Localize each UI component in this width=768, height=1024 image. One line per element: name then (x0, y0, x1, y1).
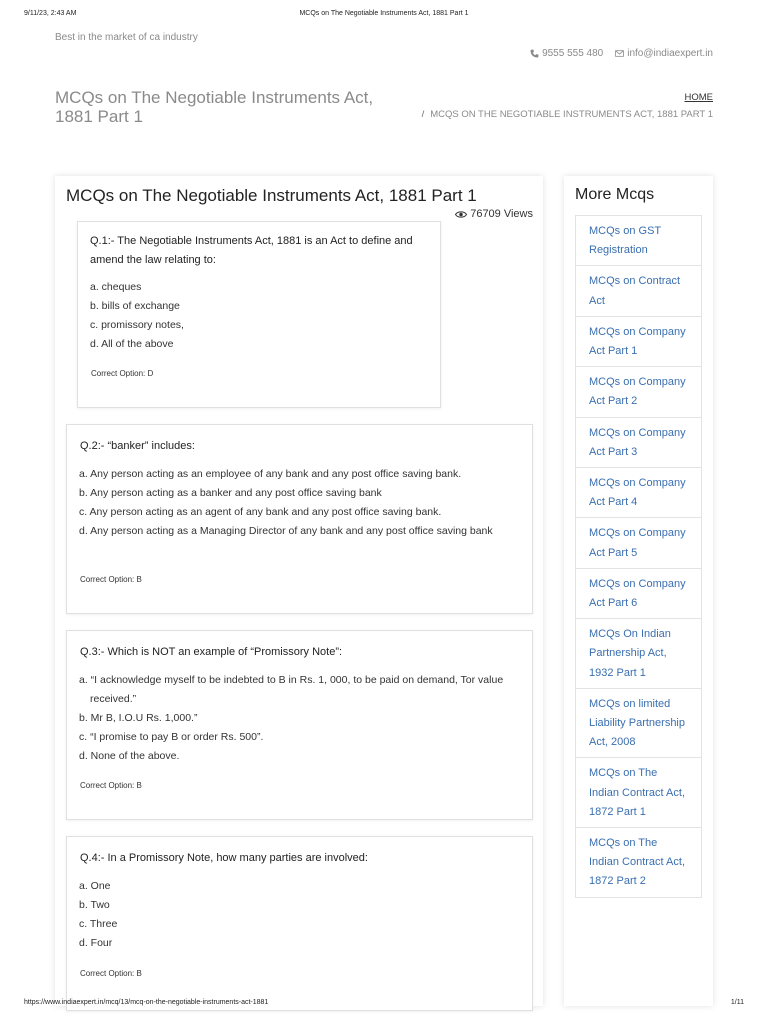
page-title: MCQs on The Negotiable Instruments Act, 1881 Part 1 (55, 88, 374, 126)
option-list (79, 671, 509, 766)
print-url: https://www.indiaexpert.in/mcq/13/mcq-on-the-negotiable-instruments-act-1881 (24, 999, 269, 1006)
sidebar-link-contract-act[interactable]: MCQs on Contract Act (576, 266, 701, 316)
view-count-label: 76709 Views (470, 208, 533, 220)
sidebar-title: More Mcqs (575, 186, 655, 203)
mcq-main-card (55, 176, 543, 1006)
view-count (455, 208, 533, 220)
email-address: info@indiaexpert.in (627, 48, 713, 59)
correct-option: Correct Option: B (80, 575, 142, 584)
phone-icon (530, 49, 539, 58)
option-item: c. “I promise to pay B or order Rs. 500”. (79, 731, 264, 743)
option-item: d. None of the above. (79, 750, 180, 762)
option-item: a. “I acknowledge myself to be indebted to B in Rs. 1, 000, to be paid on demand, Tor value received.” (79, 674, 504, 705)
option-item: a. One (79, 880, 111, 892)
option-item: b. bills of exchange (90, 300, 180, 312)
breadcrumb-current (422, 109, 713, 120)
envelope-icon (615, 49, 624, 58)
sidebar-link-indian-contract-act-part-2[interactable]: MCQs on The Indian Contract Act, 1872 Part 2 (589, 837, 685, 888)
mcq-heading: MCQs on The Negotiable Instruments Act, 1881 Part 1 (66, 186, 477, 205)
correct-option: Correct Option: B (80, 781, 142, 790)
sidebar-link-list (575, 215, 702, 898)
option-item: b. Two (79, 899, 110, 911)
more-mcqs-sidebar (564, 176, 713, 1006)
print-datetime: 9/11/23, 2:43 AM (24, 10, 77, 17)
print-doc-title: MCQs on The Negotiable Instruments Act, 1881 Part 1 (299, 10, 469, 17)
question-text: Q.3:- Which is NOT an example of “Promissory Note”: (80, 646, 343, 658)
eye-icon (455, 210, 467, 219)
sidebar-link-company-act-part-6[interactable]: MCQs on Company Act Part 6 (576, 569, 701, 619)
breadcrumb-home-link[interactable]: HOME (684, 92, 713, 103)
breadcrumb (422, 92, 713, 120)
option-list (79, 465, 509, 541)
option-item: d. Four (79, 937, 113, 949)
option-item: b. Mr B, I.O.U Rs. 1,000.” (79, 712, 198, 724)
site-tagline: Best in the market of ca industry (55, 32, 198, 43)
phone-contact[interactable] (530, 48, 603, 59)
option-item: d. All of the above (90, 338, 174, 350)
option-list (79, 877, 509, 953)
email-contact[interactable] (615, 48, 713, 59)
question-text: Q.1:- The Negotiable Instruments Act, 1881 is an Act to define and amend the law relating to: (90, 235, 413, 266)
sidebar-link-indian-contract-act-part-1[interactable]: MCQs on The Indian Contract Act, 1872 Part 1 (576, 758, 701, 828)
question-card-3 (66, 630, 533, 820)
sidebar-link-company-act-part-5[interactable]: MCQs on Company Act Part 5 (576, 518, 701, 568)
print-header (24, 10, 744, 22)
correct-option: Correct Option: D (91, 369, 154, 378)
question-text: Q.4:- In a Promissory Note, how many parties are involved: (80, 852, 368, 864)
breadcrumb-current-label: MCQS ON THE NEGOTIABLE INSTRUMENTS ACT, 1881 PART 1 (430, 109, 713, 120)
question-card-2 (66, 424, 533, 614)
print-footer (24, 999, 744, 1011)
option-item: d. Any person acting as a Managing Director of any bank and any post office saving bank (79, 525, 493, 537)
sidebar-link-company-act-part-4[interactable]: MCQs on Company Act Part 4 (576, 468, 701, 518)
sidebar-link-company-act-part-1[interactable]: MCQs on Company Act Part 1 (576, 317, 701, 367)
question-card-1 (77, 221, 441, 408)
correct-option: Correct Option: B (80, 969, 142, 978)
breadcrumb-separator: / (421, 109, 425, 120)
question-card-4 (66, 836, 533, 1011)
contact-bar (530, 48, 713, 59)
option-item: c. promissory notes, (90, 319, 184, 331)
option-item: c. Any person acting as an agent of any bank and any post office saving bank. (79, 506, 442, 518)
option-item: a. Any person acting as an employee of any bank and any post office saving bank. (79, 468, 462, 480)
option-item: b. Any person acting as a banker and any post office saving bank (79, 487, 382, 499)
option-item: c. Three (79, 918, 118, 930)
sidebar-link-gst-registration[interactable]: MCQs on GST Registration (576, 216, 701, 266)
question-text: Q.2:- “banker” includes: (80, 440, 195, 452)
option-list (90, 278, 430, 354)
sidebar-link-partnership-act[interactable]: MCQs On Indian Partnership Act, 1932 Part 1 (576, 619, 701, 689)
option-item: a. cheques (90, 281, 142, 293)
sidebar-link-company-act-part-2[interactable]: MCQs on Company Act Part 2 (576, 367, 701, 417)
phone-number: 9555 555 480 (542, 48, 604, 59)
sidebar-link-llp-act[interactable]: MCQs on limited Liability Partnership Act, 2008 (576, 689, 701, 759)
print-page-number: 1/11 (730, 999, 744, 1006)
sidebar-link-company-act-part-3[interactable]: MCQs on Company Act Part 3 (576, 418, 701, 468)
